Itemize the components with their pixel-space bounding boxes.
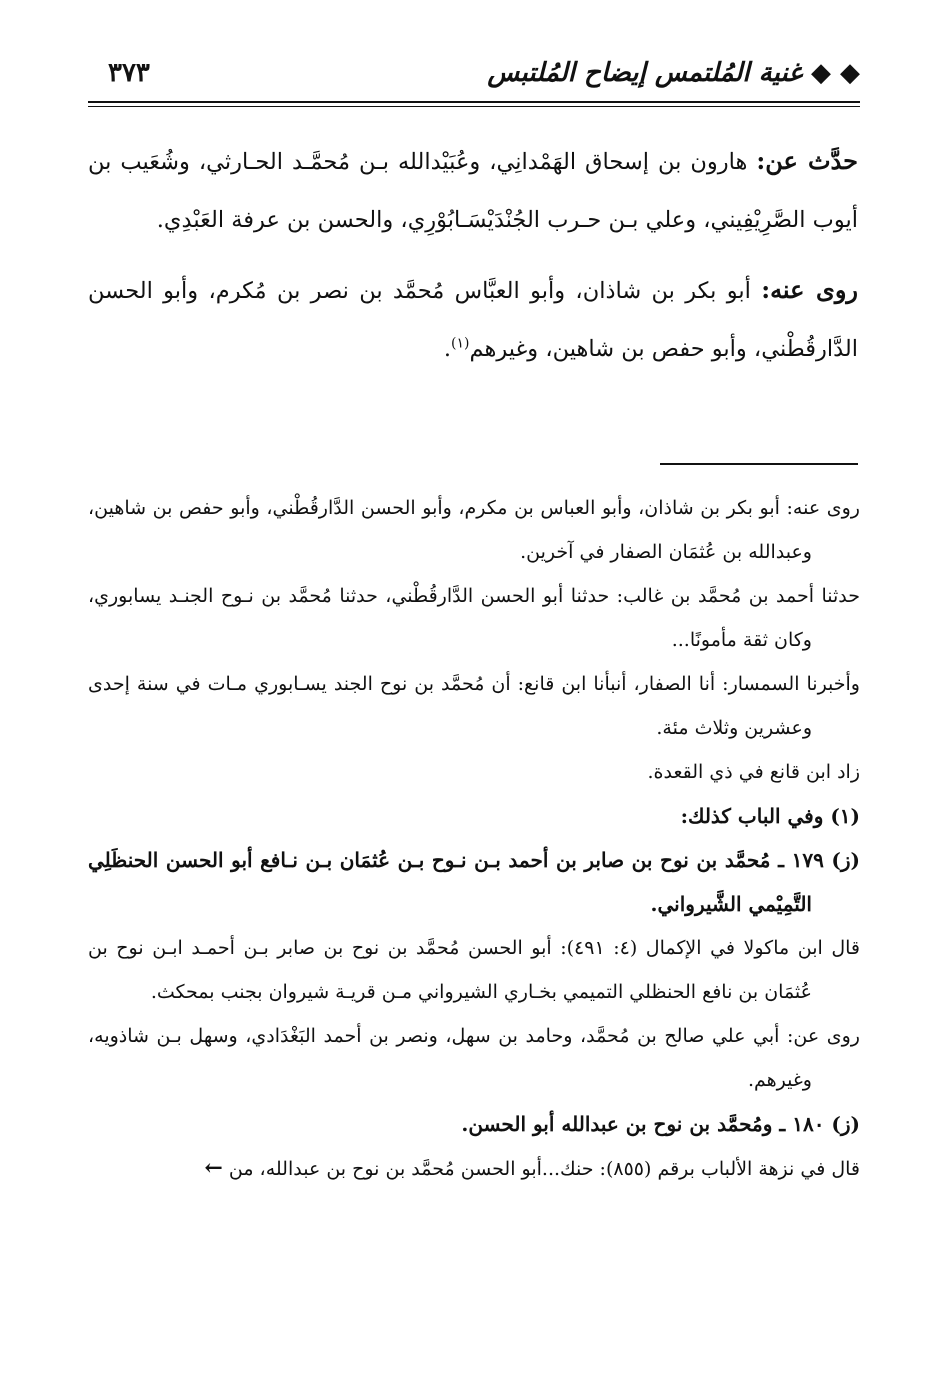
footnote-line: روى عنه: أبو بكر بن شاذان، وأبو العباس بن مكرم، وأبو الحسن الدَّارقُطْني، وأبو حفص بن شاهين، وعبدالله بن عُثمَان الصفار في آخرين. (88, 497, 860, 563)
teachers-label: حدَّث عن: (756, 146, 858, 175)
students-text: أبو بكر بن شاذان، وأبو العبَّاس مُحمَّد بن نصر بن مُكرم، وأبو الحسن الدَّارقُطْني، وأبو حفص بن شاهين، وغيرهم (88, 278, 858, 362)
footnote-line: قال ابن ماكولا في الإكمال (٤: ٤٩١): أبو الحسن مُحمَّد بن نوح بن صابر بـن أحمـد ابـن نوح بن عُثمَان بن نافع الحنظلي التميمي بخـاري الشيرواني مـن قريـة شيروان بجنب بمحكث. (88, 937, 860, 1003)
page-number: ٣٧٣ (108, 58, 150, 88)
running-header (88, 58, 860, 98)
header-rule-thin (88, 106, 860, 107)
footnote-line: زاد ابن قانع في ذي القعدة. (647, 761, 860, 783)
entry-180-heading: (ز) ١٨٠ ـ ومُحمَّد بن نوح بن عبدالله أبو الحسن. (461, 1112, 860, 1136)
header-rule-thick (88, 101, 860, 103)
book-title: ◆ ◆ غنية المُلتمس إيضاح المُلتبس (487, 58, 860, 88)
footnotes (88, 486, 860, 1191)
footnote-line (88, 1146, 860, 1191)
footnote-line: حدثنا أحمد بن مُحمَّد بن غالب: حدثنا أبو الحسن الدَّارقُطْني، حدثنا مُحمَّد بن نـوح الجنـد يسابوري، وكان ثقة مأمونًا... (88, 585, 860, 651)
continue-arrow-icon: ← (204, 1155, 223, 1181)
students-label: روى عنه: (761, 275, 859, 304)
entry-179-heading: (ز) ١٧٩ ـ مُحمَّد بن نوح بن صابر بن أحمد بـن نـوح بـن عُثمَان بـن نـافع أبو الحسن الحنظَلِي التَّمِيْمي الشَّيرواني. (88, 848, 860, 916)
footnote-ref: (١) (451, 335, 470, 351)
footnote-continued-text: قال في نزهة الألباب برقم (٨٥٥): حنك...أبو الحسن مُحمَّد بن نوح بن عبدالله، من (228, 1158, 860, 1180)
students-paragraph (88, 261, 858, 378)
footnote-line: روى عن: أبي علي صالح بن مُحمَّد، وحامد بن سهل، ونصر بن أحمد البَغْدَادي، وسهل بـن شاذويه، وغيرهم. (88, 1025, 860, 1091)
students-end: . (443, 335, 452, 362)
teachers-paragraph (88, 132, 858, 249)
footnote-line: وأخبرنا السمسار: أنا الصفار، أنبأنا ابن قانع: أن مُحمَّد بن نوح الجند يسـابوري مـات في سنة إحدى وعشرين وثلاث مئة. (88, 673, 860, 739)
main-text (88, 132, 858, 390)
footnote-separator (660, 463, 858, 465)
footnote-heading: (١) وفي الباب كذلك: (680, 804, 860, 828)
teachers-text: هارون بن إسحاق الهَمْدانِي، وعُبَيْدالله بـن مُحمَّـد الحـارثي، وشُعَيب بن أيوب الصَّرِيْفِيني، وعلي بـن حـرب الجُنْدَيْسَـابُوْرِي، والحسن بن عرفة العَبْدِي. (88, 149, 858, 233)
